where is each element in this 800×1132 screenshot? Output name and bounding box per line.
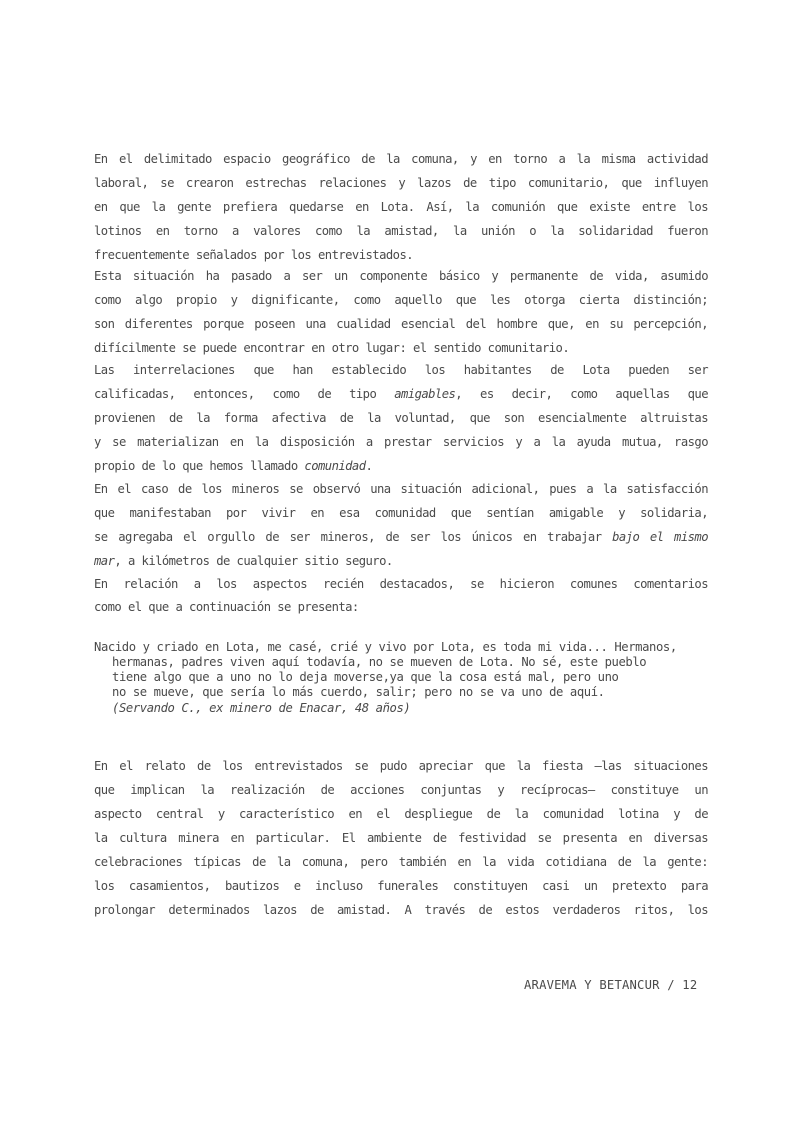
- paragraph-3-line-5: [94, 458, 708, 474]
- paragraph-4-line-4: [94, 553, 708, 569]
- paragraph-5-line-2: como el que a continuación se presenta:: [94, 600, 359, 614]
- closing-line-7: prolongar determinados lazos de amistad. A través de estos verdaderos ritos, los: [94, 903, 708, 917]
- paragraph-3-line-5-text: propio de lo que hemos llamado comunidad.: [94, 459, 373, 473]
- closing-line-3: aspecto central y característico en el despliegue de la comunidad lotina y de: [94, 807, 708, 821]
- paragraph-2-line-3: son diferentes porque poseen una cualidad esencial del hombre que, en su percepción,: [94, 317, 708, 331]
- paragraph-3-line-4: y se materializan en la disposición a prestar servicios y a la ayuda mutua, rasgo: [94, 435, 708, 449]
- quote-line-4: no se mueve, que sería lo más cuerdo, salir; pero no se va uno de aquí.: [112, 685, 605, 699]
- paragraph-4-line-3-text: se agregaba el orgullo de ser mineros, de ser los únicos en trabajar bajo el mismo: [94, 530, 708, 544]
- paragraph-1-line-1: En el delimitado espacio geográfico de la comuna, y en torno a la misma actividad: [94, 152, 708, 166]
- paragraph-2-line-2: como algo propio y dignificante, como aquello que les otorga cierta distinción;: [94, 293, 708, 307]
- paragraph-5-line-1: En relación a los aspectos recién destacados, se hicieron comunes comentarios: [94, 577, 708, 591]
- quote-attribution: (Servando C., ex minero de Enacar, 48 años): [112, 701, 411, 715]
- paragraph-3-line-2: [94, 386, 708, 402]
- italic-term: comunidad: [304, 459, 366, 473]
- paragraph-1-line-2: laboral, se crearon estrechas relaciones y lazos de tipo comunitario, que influyen: [94, 176, 708, 190]
- paragraph-1-line-3: en que la gente prefiera quedarse en Lota. Así, la comunión que existe entre los: [94, 200, 708, 214]
- closing-line-4: la cultura minera en particular. El ambiente de festividad se presenta en diversas: [94, 831, 708, 845]
- paragraph-1-line-4: lotinos en torno a valores como la amistad, la unión o la solidaridad fueron: [94, 224, 708, 238]
- closing-line-5: celebraciones típicas de la comuna, pero también en la vida cotidiana de la gente:: [94, 855, 708, 869]
- paragraph-4-line-3: [94, 529, 708, 545]
- paragraph-1-line-5: frecuentemente señalados por los entrevistados.: [94, 248, 414, 262]
- closing-line-2: que implican la realización de acciones conjuntas y recíprocas— constituye un: [94, 783, 708, 797]
- italic-term: bajo el mismo: [612, 530, 708, 544]
- quote-line-3: tiene algo que a uno no lo deja moverse,ya que la cosa está mal, pero uno: [112, 670, 619, 684]
- paragraph-2-line-4: difícilmente se puede encontrar en otro lugar: el sentido comunitario.: [94, 341, 570, 355]
- paragraph-3-line-3: provienen de la forma afectiva de la voluntad, que son esencialmente altruistas: [94, 411, 708, 425]
- closing-line-6: los casamientos, bautizos e incluso funerales constituyen casi un pretexto para: [94, 879, 708, 893]
- quote-line-1: Nacido y criado en Lota, me casé, crié y vivo por Lota, es toda mi vida... Hermanos,: [94, 640, 677, 654]
- paragraph-3-line-1: Las interrelaciones que han establecido los habitantes de Lota pueden ser: [94, 363, 708, 377]
- paragraph-2-line-1: Esta situación ha pasado a ser un componente básico y permanente de vida, asumido: [94, 269, 708, 283]
- paragraph-3-line-2-text: calificadas, entonces, como de tipo amigables, es decir, como aquellas que: [94, 387, 708, 401]
- italic-term: amigables: [394, 387, 456, 401]
- paragraph-4-line-1: En el caso de los mineros se observó una situación adicional, pues a la satisfacción: [94, 482, 708, 496]
- paragraph-4-line-4-text: mar, a kilómetros de cualquier sitio seguro.: [94, 554, 393, 568]
- italic-term: mar: [94, 554, 115, 568]
- running-footer: ARAVEMA Y BETANCUR / 12: [524, 978, 698, 992]
- closing-line-1: En el relato de los entrevistados se pudo apreciar que la fiesta —las situaciones: [94, 759, 708, 773]
- paragraph-4-line-2: que manifestaban por vivir en esa comunidad que sentían amigable y solidaria,: [94, 506, 708, 520]
- quote-line-2: hermanas, padres viven aquí todavía, no se mueven de Lota. No sé, este pueblo: [112, 655, 647, 669]
